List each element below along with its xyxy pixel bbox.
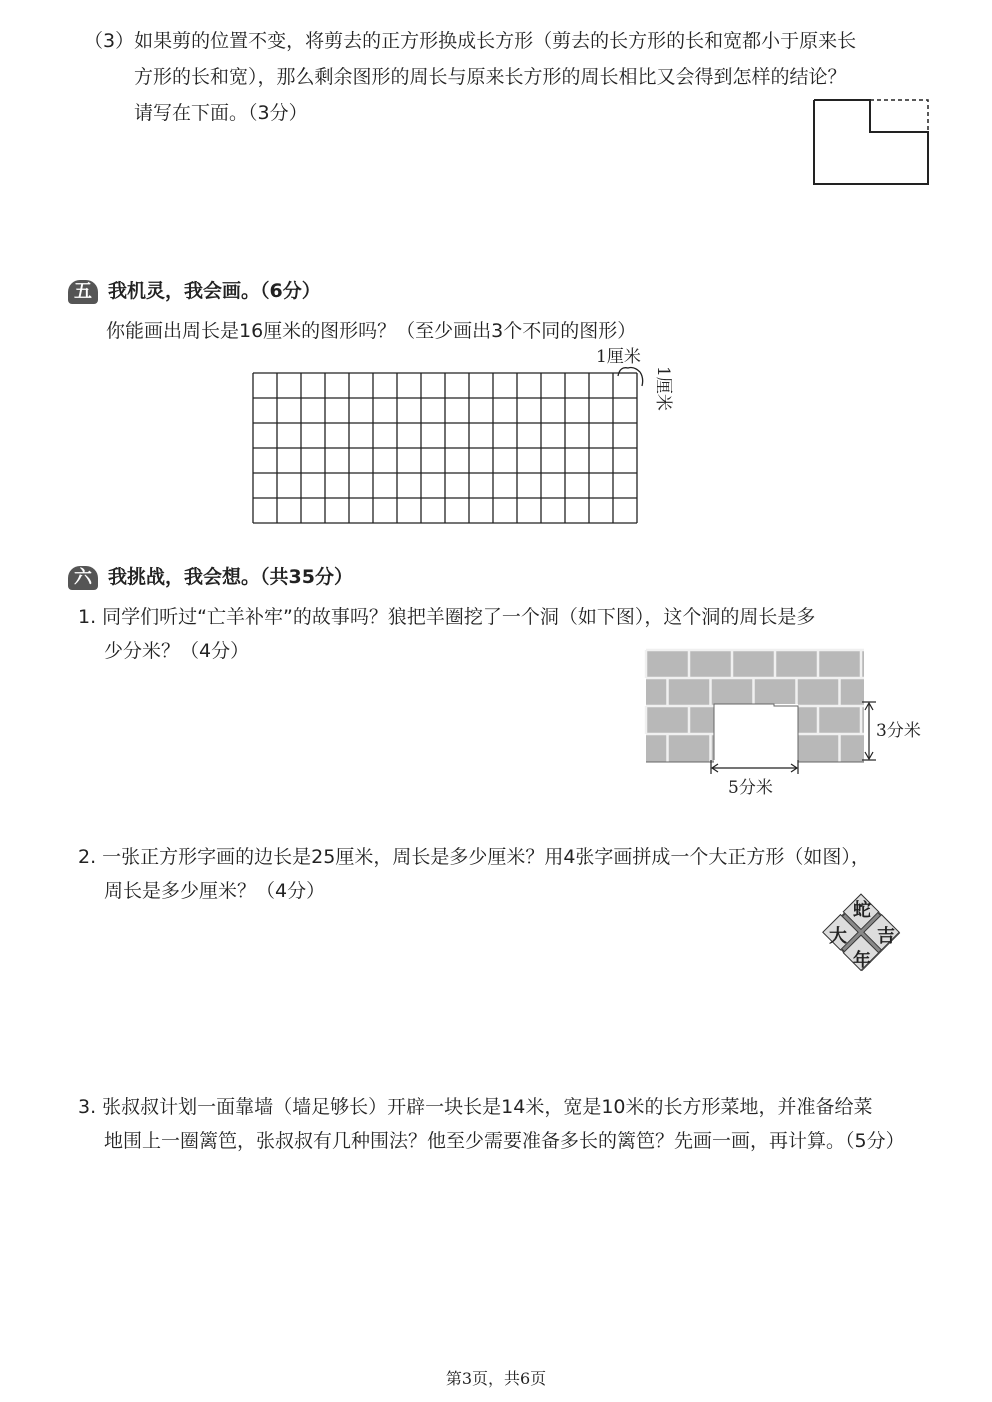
- char-left: 大: [829, 926, 847, 947]
- unit-label-horizontal: 1厘米: [596, 347, 641, 367]
- part3-line2: 方形的长和宽），那么剩余图形的周长与原来长方形的周长相比又会得到怎样的结论？: [134, 66, 847, 88]
- hole-width-label: 5分米: [728, 778, 773, 798]
- section5-title: 我机灵，我会画。（6分）: [108, 280, 321, 302]
- q2-line1: 2. 一张正方形字画的边长是25厘米，周长是多少厘米？用4张字画拼成一个大正方形（如图），: [78, 846, 870, 868]
- q2-line2: 周长是多少厘米？（4分）: [104, 880, 326, 902]
- char-bottom: 年: [853, 950, 871, 971]
- section5-badge: 五: [68, 280, 98, 304]
- hole-width-dimension: [708, 760, 802, 776]
- unit-label-vertical: 1厘米: [653, 366, 673, 411]
- char-top: 蛇: [853, 900, 871, 921]
- char-right: 吉: [877, 926, 895, 947]
- hole-height-label: 3分米: [876, 721, 921, 741]
- calligraphy-diamond: [811, 882, 915, 986]
- cut-rectangle-figure: [808, 96, 934, 190]
- part3-line1: （3）如果剪的位置不变，将剪去的正方形换成长方形（剪去的长方形的长和宽都小于原来长: [84, 30, 857, 52]
- section6-title: 我挑战，我会想。（共35分）: [108, 566, 353, 588]
- q3-line1: 3. 张叔叔计划一面靠墙（墙足够长）开辟一块长是14米，宽是10米的长方形菜地，并准备给菜: [78, 1096, 873, 1118]
- q3-line2: 地围上一圈篱笆，张叔叔有几种围法？他至少需要准备多长的篱笆？先画一画，再计算。（5分）: [104, 1130, 905, 1152]
- part3-line3: 请写在下面。（3分）: [134, 102, 308, 124]
- drawing-grid[interactable]: [252, 372, 644, 524]
- section5-prompt: 你能画出周长是16厘米的图形吗？（至少画出3个不同的图形）: [106, 320, 637, 342]
- page-footer: 第3页，共6页: [445, 1369, 547, 1388]
- section6-badge: 六: [68, 566, 98, 590]
- q1-line2: 少分米？（4分）: [104, 640, 250, 662]
- q1-line1: 1. 同学们听过“亡羊补牢”的故事吗？狼把羊圈挖了一个洞（如下图），这个洞的周长是多: [78, 606, 816, 628]
